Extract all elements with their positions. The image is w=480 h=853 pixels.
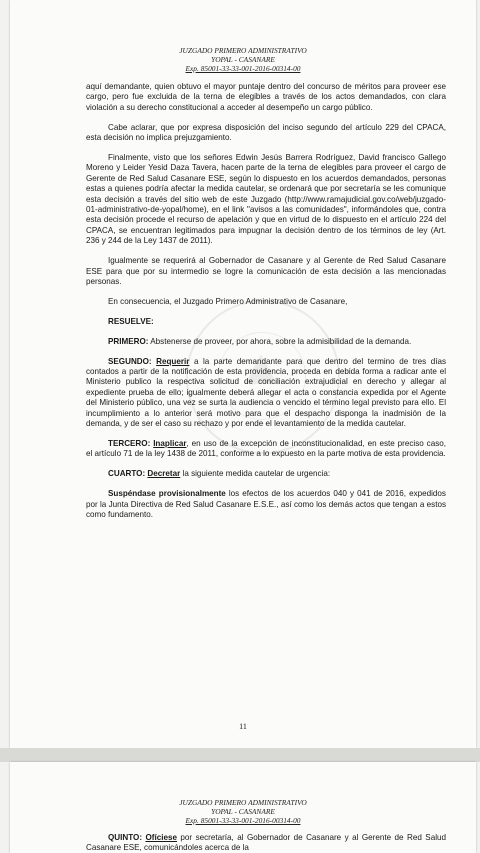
suspension-label: Suspéndase provisionalmente [108,489,226,499]
document-body-2 [86,833,446,853]
first-text: Abstenerse de proveer, por ahora, sobre la admisibilidad de la demanda. [148,336,412,346]
paragraph-consequently: En consecuencia, el Juzgado Primero Administrativo de Casanare, [108,296,348,306]
first-label: PRIMERO: [108,336,149,346]
fifth-text: por secretaría, al Gobernador de Casanare y al Gerente de Red Salud Casanare ESE, comunicándoles acerca de la [86,833,446,853]
resolution-second [86,357,446,430]
second-label: SEGUNDO: [108,356,152,366]
case-number: Exp. 85001-33-33-001-2016-00314-00 [185,64,301,73]
page-header [10,46,476,73]
case-number-2: Exp. 85001-33-33-001-2016-00314-00 [185,816,301,825]
second-text: a la parte demandante para que dentro del termino de tres días contados a partir de la notificación de esta providencia, proceda en debida forma a radicar ante el Ministerio publico la respectiva solicitud de conciliación extrajudicial en derecho y allegar al expediente prueba de ello; igualmente deberá allegar el acta o constancia expedida por el Agente del Ministerio público, una vez se surta la audiencia o vencido el término legal previsto para ello. El incumplimiento a lo anterior será motivo para que el despacho disponga la inadmisión de la demanda, y de ser el caso su rechazo y por ende el levantamiento de la medida cautelar. [86,356,446,429]
page-header-2 [10,798,476,825]
court-location: YOPAL - CASANARE [211,55,275,64]
fourth-text: la siguiente medida cautelar de urgencia: [180,469,331,479]
resolution-fifth [86,833,446,853]
fifth-officiate: Ofíciese [145,833,177,842]
paragraph-clarification: Cabe aclarar, que por expresa disposición del inciso segundo del artículo 229 del CPACA, esta decisión no implica prejuzgamiento. [86,122,446,143]
paragraph-finally: Finalmente, visto que los señores Edwin Jesús Barrera Rodríguez, David francisco Gallego Moreno y Leider Yesid Daza Tavera, hacen parte de la terna de elegibles para proveer el cargo de Gerente de Red Salud Casanare ESE, según lo dispuesto en los acuerdos demandados, personas estas a quienes podría afectar la medida cautelar, se ordenará que por secretaría se les comunique esta decisión a través del sitio web de este Juzgado (http://www.ramajudicial.gov.co/web/juzgado-01-administrativo-de-yopal/home), en el link "avisos a las comunidades", informándoles que, contra esta decisión procede el recurso de apelación y que en virtud de lo dispuesto en el artículo 224 del CPACA, se encuentran legitimados para impugnar la decisión dentro de los términos de ley (Art. 236 y 244 de la Ley 1437 de 2011). [86,153,446,246]
resolution-fourth [86,469,446,479]
page-number: 11 [239,722,247,731]
court-name: JUZGADO PRIMERO ADMINISTRATIVO [179,46,307,55]
document-page-2 [10,762,476,853]
resolve-heading [86,317,446,327]
paragraph-likewise: Igualmente se requerirá al Gobernador de Casanare y al Gerente de Red Salud Casanare ESE para que por su intermedio se logre la comunicación de esta decisión a las mencionadas personas. [86,256,446,286]
third-label: TERCERO: [108,438,151,448]
page-gap [0,748,480,762]
document-page-1 [10,0,476,748]
second-require: Requerir [156,356,190,366]
resolution-third [86,439,446,460]
court-name-2: JUZGADO PRIMERO ADMINISTRATIVO [179,798,307,807]
suspension-text: los efectos de los acuerdos 040 y 041 de 2016, expedidos por la Junta Directiva de Red Salud Casanare E.S.E., así como los demás actos que tengan a estos como fundamento. [86,489,446,519]
suspension-paragraph [86,489,446,520]
fourth-label: CUARTO: [108,469,146,479]
court-location-2: YOPAL - CASANARE [211,807,275,816]
third-inapply: Inaplicar [153,438,187,448]
fifth-label: QUINTO: [108,833,143,842]
resolve-label: RESUELVE: [108,316,154,326]
document-body [86,82,446,530]
resolution-first [86,337,446,347]
third-text: , en uso de la excepción de inconstitucionalidad, en este preciso caso, el artículo 71 de la ley 1438 de 2011, conforme a lo expuesto en la parte motiva de esta providencia. [86,438,447,459]
paragraph-intro: aquí demandante, quien obtuvo el mayor puntaje dentro del concurso de méritos para proveer ese cargo, pero fue excluida de la terna de elegibles a través de los actos demandados, con clara violación a su derecho constitucional a acceder al desempeño un cargo público. [86,82,446,112]
fourth-decree: Decretar [147,469,181,479]
